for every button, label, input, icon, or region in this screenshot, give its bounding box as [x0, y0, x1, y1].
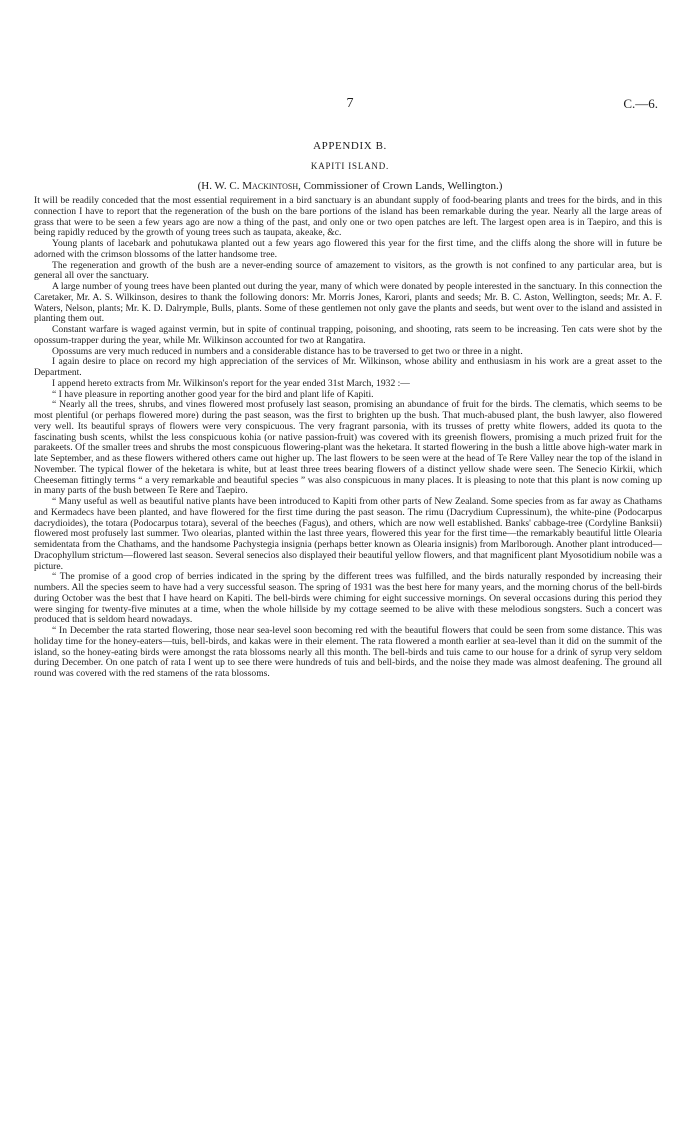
paragraph: “ I have pleasure in reporting another good year for the bird and plant life of Kapiti.	[52, 388, 374, 400]
page-number: 7	[346, 96, 354, 111]
appendix-title: APPENDIX B.	[313, 140, 387, 152]
paragraph: I again desire to place on record my high appreciation of the services of Mr. Wilkinson, whose ability and enthusiasm in his work are a great asset to the Department.	[34, 356, 662, 378]
paragraph: I append hereto extracts from Mr. Wilkinson's report for the year ended 31st March, 1932 :—	[52, 377, 410, 389]
document-reference: C.—6.	[623, 96, 658, 111]
paragraph: “ The promise of a good crop of berries indicated in the spring by the different trees was fulfilled, and the birds naturally responded by increasing their numbers. All the species seem to have had a very successful season. The spring of 1931 was the best here for many years, and the morning chorus of the bell-birds during October was the best that I have heard on Kapiti. The bell-birds were chiming for eight successive mornings. On several occasions during this period they were singing for twenty-five minutes at a time, when the whole hillside by my cottage seemed to be alive with these melodious songsters. Such a concert was produced that is seldom heard nowadays.	[34, 571, 662, 626]
paragraph: Young plants of lacebark and pohutukawa planted out a few years ago flowered this year for the first time, and the cliffs along the shore will in future be adorned with the crimson blossoms of the latter handsome tree.	[34, 238, 662, 260]
author-open: (H. W. C.	[197, 180, 243, 192]
paragraph: “ Nearly all the trees, shrubs, and vines flowered most profusely last season, promising an abundance of fruit for the birds. The clematis, which seems to be most plentiful (or perhaps flowered more) during the past season, was the first to brighten up the bush. That much-abused plant, the bush lawyer, also flowered very well. Its beautiful sprays of flowers were very conspicuous. The very fragrant parsonia, with its trusses of pretty white flowers, added its quota to the fascinating bush scents, whilst the less conspicuous kohia (or native passion-fruit) was covered with its greenish flowers, promising a much prized fruit for the parakeets. Of the smaller trees and shrubs the most conspicuous flowering-plant was the heketara. It started flowering in the bush a little above high-water mark in late September, and as these flowers withered others came out higher up. The last flowers to be seen were at the head of Te Rere Valley near the top of the island in November. The typical flower of the heketara is white, but at least three trees bearing flowers of a distinct yellow shade were seen. The Senecio Kirkii, which Cheeseman fittingly terms “ a very remarkable and beautiful species ” was also conspicuous in many places. It is pleasing to note that this plant is now coming up in many parts of the bush between Te Rere and Taepiro.	[34, 399, 662, 497]
paragraph: Constant warfare is waged against vermin, but in spite of continual trapping, poisoning, and shooting, rats seem to be increasing. Ten cats were shot by the opossum-trapper during the year, while Mr. Wilkinson accounted for two at Rangatira.	[34, 324, 662, 346]
paragraph: Opossums are very much reduced in numbers and a considerable distance has to be traversed to get two or three in a night.	[52, 345, 523, 357]
section-title: KAPITI ISLAND.	[310, 161, 390, 171]
author-name: Mackintosh	[242, 180, 299, 192]
paragraph: “ Many useful as well as beautiful native plants have been introduced to Kapiti from other parts of New Zealand. Some species from as far away as Chathams and Kermadecs have been planted, and have flowered for the first time during the past season. The rimu (Dacrydium Cupressinum), the white-pine (Podocarpus dacrydioides), the totara (Podocarpus totara), several of the beeches (Fagus), and others, which are now well established. Banks' cabbage-tree (Cordyline Banksii) flowered most profusely last summer. Two olearias, planted within the last three years, flowered this year for the first time—the remarkably beautiful little Olearia semidentata from the Chathams, and the handsome Pachystegia insignia (perhaps better known as Olearia insignis) from Marlborough. Another plant introduced—Dracophyllum strictum—flowered last season. Several senecios also displayed their beautiful yellow flowers, and that magnificent plant Myosotidium nobile was a picture.	[34, 496, 662, 572]
paragraph: “ In December the rata started flowering, those near sea-level soon becoming red with the beautiful flowers that could be seen from some distance. This was holiday time for the honey-eaters—tuis, bell-birds, and kakas were in their element. The rata flowered a month earlier at sea-level than it did on the summit of the island, so the honey-eating birds were amongst the rata blossoms nearly all this month. The bell-birds and tuis came to our house for a drink of syrup very seldom during December. On one patch of rata I went up to see there were hundreds of tuis and bell-birds, and the noise they made was almost deafening. The ground all round was covered with the red stamens of the rata blossoms.	[34, 625, 662, 679]
report-body	[34, 196, 662, 680]
paragraph: A large number of young trees have been planted out during the year, many of which were donated by people interested in the sanctuary. In this connection the Caretaker, Mr. A. S. Wilkinson, desires to thank the following donors: Mr. Morris Jones, Karori, plants and seeds; Mr. B. C. Aston, Wellington, seeds; Mr. A. F. Waters, Nelson, plants; Mr. K. D. Dalrymple, Bulls, plants. Some of these gentlemen not only gave the plants and seeds, but went over to the island and assisted in planting them out.	[34, 281, 662, 325]
author-line	[0, 180, 700, 192]
paragraph: The regeneration and growth of the bush are a never-ending source of amazement to visitors, as the growth is not confined to any particular area, but is general all over the sanctuary.	[34, 259, 662, 282]
paragraph: It will be readily conceded that the most essential requirement in a bird sanctuary is an abundant supply of food-bearing plants and trees for the birds, and in this connection I have to report that the regeneration of the bush on the bare portions of the island has been remarkable during the year. Nearly all the large areas of grass that were to be seen a few years ago are now a thing of the past, and only one or two open patches are left. The largest open area is in Taepiro, and this is being rapidly reduced by the growth of young trees such as taupata, akeake, &c.	[34, 195, 662, 239]
author-rest: , Commissioner of Crown Lands, Wellington.)	[298, 180, 503, 192]
